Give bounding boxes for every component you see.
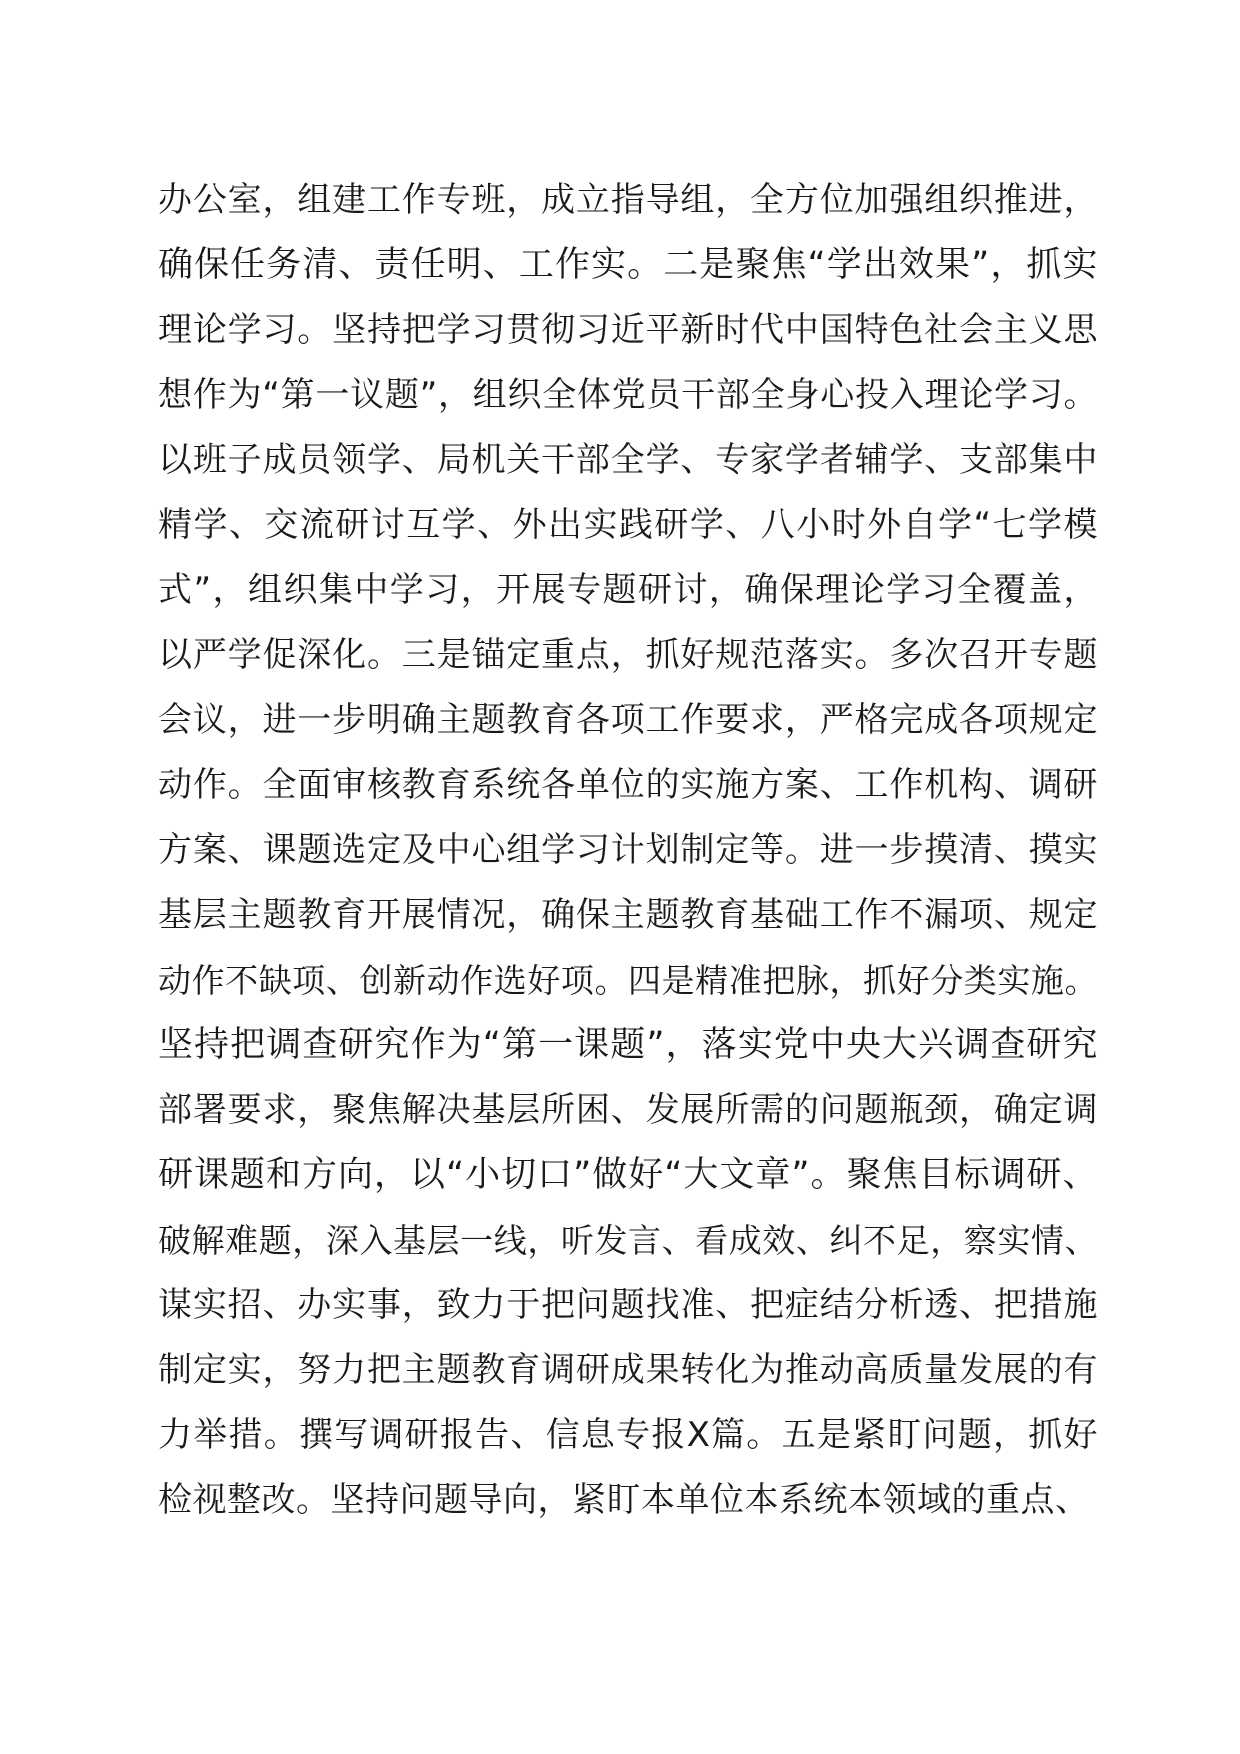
text-line: 确保任务清、责任明、工作实。二是聚焦“学出效果”，抓实	[158, 245, 1098, 285]
text-line: 想作为“第一议题”，组织全体党员干部全身心投入理论学习。	[158, 375, 1098, 415]
text-line: 基层主题教育开展情况，确保主题教育基础工作不漏项、规定	[158, 895, 1098, 935]
text-line: 精学、交流研讨互学、外出实践研学、八小时外自学“七学模	[158, 505, 1098, 545]
text-line: 制定实，努力把主题教育调研成果转化为推动高质量发展的有	[158, 1350, 1098, 1390]
text-line: 以严学促深化。三是锚定重点，抓好规范落实。多次召开专题	[158, 635, 1098, 675]
text-line: 力举措。撰写调研报告、信息专报X篇。五是紧盯问题，抓好	[158, 1415, 1098, 1455]
text-line: 以班子成员领学、局机关干部全学、专家学者辅学、支部集中	[158, 440, 1098, 480]
text-line: 动作。全面审核教育系统各单位的实施方案、工作机构、调研	[158, 765, 1098, 805]
text-line: 理论学习。坚持把学习贯彻习近平新时代中国特色社会主义思	[158, 310, 1098, 350]
text-line: 方案、课题选定及中心组学习计划制定等。进一步摸清、摸实	[158, 830, 1098, 870]
text-line: 谋实招、办实事，致力于把问题找准、把症结分析透、把措施	[158, 1285, 1098, 1325]
text-line: 坚持把调查研究作为“第一课题”，落实党中央大兴调查研究	[158, 1025, 1098, 1065]
body-paragraph	[158, 168, 1098, 1533]
text-line: 部署要求，聚焦解决基层所困、发展所需的问题瓶颈，确定调	[158, 1090, 1098, 1130]
text-line: 破解难题，深入基层一线，听发言、看成效、纠不足，察实情、	[158, 1221, 1098, 1260]
text-line: 会议，进一步明确主题教育各项工作要求，严格完成各项规定	[158, 700, 1098, 740]
text-line: 动作不缺项、创新动作选好项。四是精准把脉，抓好分类实施。	[158, 961, 1098, 1000]
text-line: 式”，组织集中学习，开展专题研讨，确保理论学习全覆盖，	[158, 570, 1098, 610]
text-line: 检视整改。坚持问题导向，紧盯本单位本系统本领域的重点、	[158, 1480, 1090, 1520]
text-line: 办公室，组建工作专班，成立指导组，全方位加强组织推进，	[158, 180, 1098, 220]
text-line: 研课题和方向，以“小切口”做好“大文章”。聚焦目标调研、	[158, 1155, 1098, 1195]
